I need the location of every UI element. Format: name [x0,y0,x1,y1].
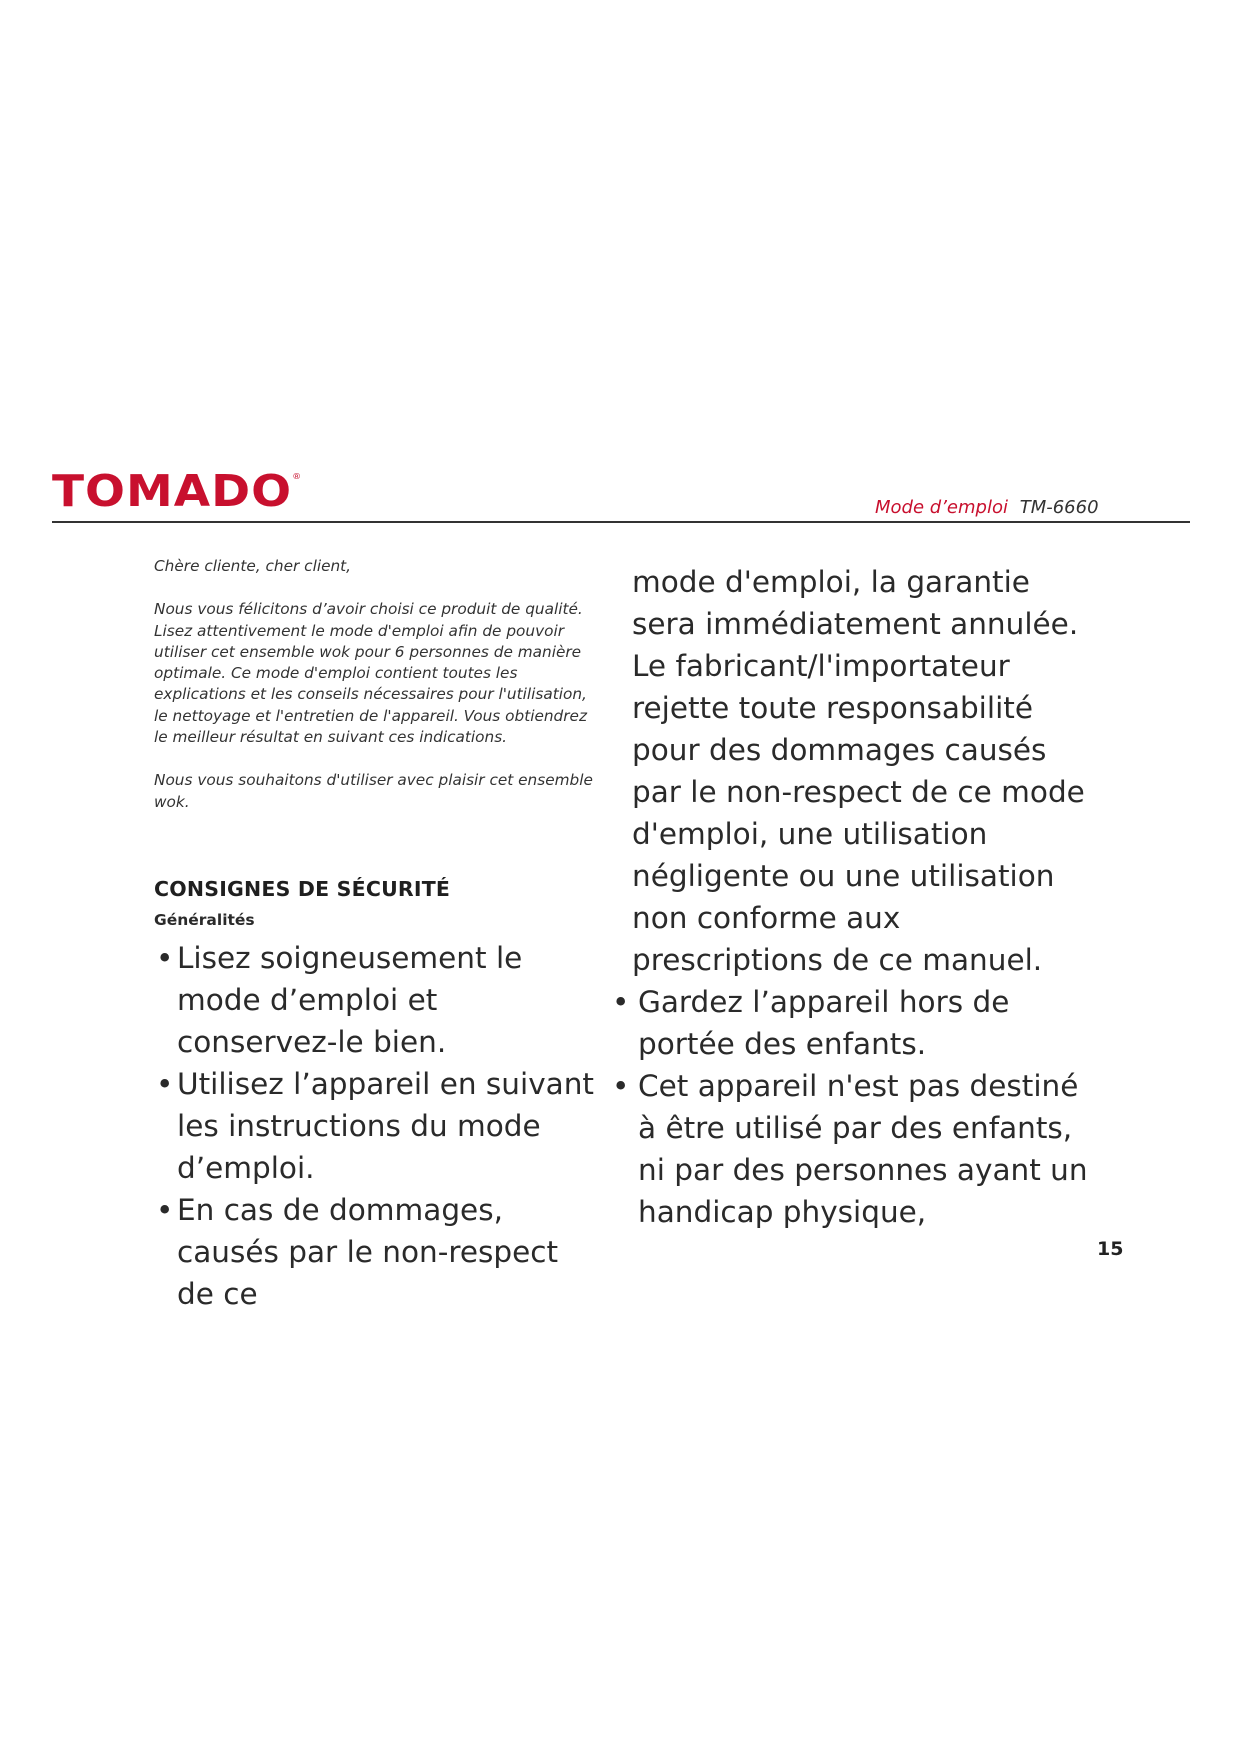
list-item-text: Gardez l’appareil hors de portée des enfants. [638,985,1010,1061]
header-divider [52,521,1190,523]
page-number: 15 [1097,1238,1124,1260]
document-label: Mode d’emploi [875,497,1008,518]
list-item [154,937,594,1063]
safety-list-left [154,937,594,1315]
list-item [612,981,1092,1065]
bullet-icon: • [156,1192,174,1227]
list-item [154,1189,594,1315]
registered-mark: ® [292,472,303,482]
bullet-icon: • [612,1069,630,1103]
right-column [612,561,1092,1233]
model-number: TM-6660 [1019,497,1099,518]
intro-paragraph-2: Nous vous souhaitons d'utiliser avec plaisir cet ensemble wok. [154,771,593,811]
safety-list-right [612,981,1092,1233]
list-item [154,1063,594,1189]
bullet-icon: • [612,985,630,1019]
list-item-text: En cas de dommages, causés par le non-respect de ce [177,1192,559,1311]
list-item-text: Lisez soigneusement le mode d’emploi et conservez-le bien. [177,940,523,1059]
bullet-icon: • [156,1066,174,1101]
continued-text: mode d'emploi, la garantie sera immédiatement annulée. Le fabricant/l'importateur rejette toute responsabilité pour des dommages causés par le non-respect de ce mode d'emploi, une utilisation négligente ou une utilisation non conforme aux prescriptions de ce manuel. [632,565,1085,977]
intro-paragraph-1: Nous vous félicitons d’avoir choisi ce produit de qualité. Lisez attentivement le mode d'emploi afin de pouvoir utiliser cet ensemble wok pour 6 personnes de manière optimale. Ce mode d'emploi contient toutes les explications et les conseils nécessaires pour l'utilisation, le nettoyage et l'entretien de l'appareil. Vous obtiendrez le meilleur résultat en suivant ces indications. [154,600,587,747]
list-item-text: Utilisez l’appareil en suivant les instructions du mode d’emploi. [177,1066,594,1185]
greeting: Chère cliente, cher client, [154,557,352,575]
brand-logo [52,466,303,517]
subsection-title: Généralités [154,910,255,929]
left-column [154,556,594,1315]
logo-text: TOMADO [52,466,293,517]
intro-section [154,556,594,813]
bullet-icon: • [156,940,174,975]
list-item-text: Cet appareil n'est pas destiné à être utilisé par des enfants, ni par des personnes ayant un handicap physique, [638,1069,1088,1229]
list-item [612,1065,1092,1233]
section-title: CONSIGNES DE SÉCURITÉ [154,876,451,901]
document-header [875,497,1099,518]
